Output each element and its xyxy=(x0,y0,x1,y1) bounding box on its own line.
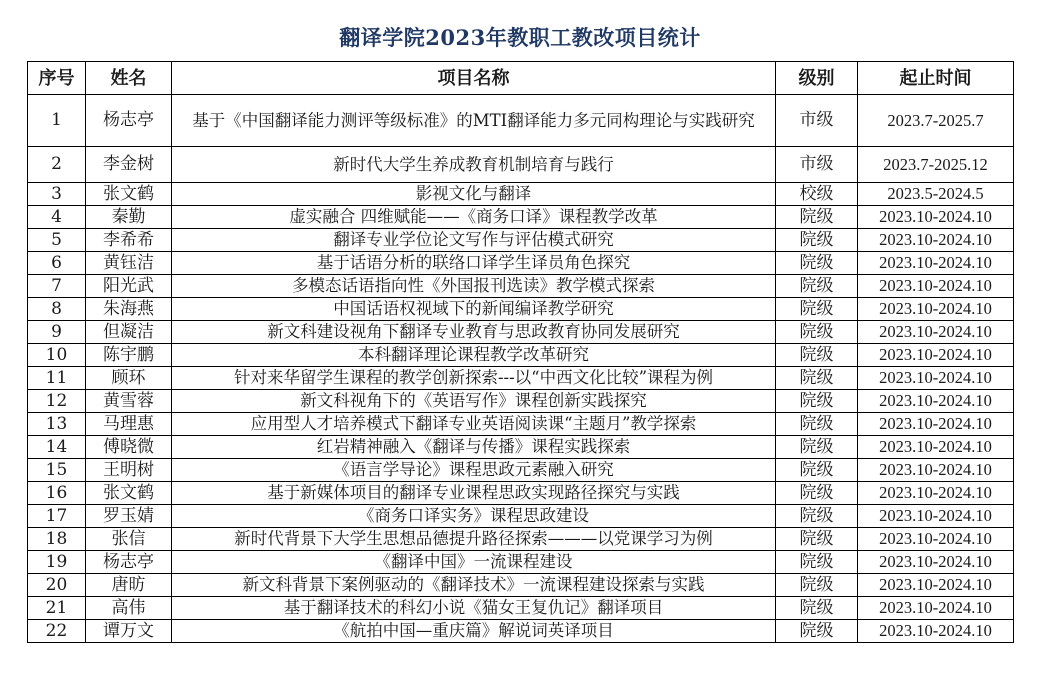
row-period: 2023.10-2024.10 xyxy=(858,275,1014,298)
row-period: 2023.10-2024.10 xyxy=(858,344,1014,367)
row-period: 2023.10-2024.10 xyxy=(858,367,1014,390)
row-name: 阳光武 xyxy=(86,275,172,298)
row-level: 院级 xyxy=(776,551,858,574)
row-name: 但凝洁 xyxy=(86,321,172,344)
row-project: 基于翻译技术的科幻小说《猫女王复仇记》翻译项目 xyxy=(172,597,776,620)
row-number: 14 xyxy=(28,436,86,459)
row-period: 2023.5-2024.5 xyxy=(858,183,1014,206)
row-project: 红岩精神融入《翻译与传播》课程实践探索 xyxy=(172,436,776,459)
row-project: 《翻译中国》一流课程建设 xyxy=(172,551,776,574)
table-body xyxy=(28,95,1014,643)
row-project: 应用型人才培养模式下翻译专业英语阅读课“主题月”教学探索 xyxy=(172,413,776,436)
row-period: 2023.10-2024.10 xyxy=(858,574,1014,597)
table-row xyxy=(28,597,1014,620)
row-period: 2023.10-2024.10 xyxy=(858,459,1014,482)
page-title: 翻译学院2023年教职工教改项目统计 xyxy=(339,25,701,50)
row-level: 院级 xyxy=(776,321,858,344)
row-level: 校级 xyxy=(776,183,858,206)
row-period: 2023.10-2024.10 xyxy=(858,436,1014,459)
row-name: 傅晓微 xyxy=(86,436,172,459)
row-name: 朱海燕 xyxy=(86,298,172,321)
row-project: 影视文化与翻译 xyxy=(172,183,776,206)
row-number: 4 xyxy=(28,206,86,229)
table-row xyxy=(28,459,1014,482)
row-level: 院级 xyxy=(776,620,858,643)
row-number: 6 xyxy=(28,252,86,275)
row-number: 13 xyxy=(28,413,86,436)
row-name: 黄雪蓉 xyxy=(86,390,172,413)
table-row xyxy=(28,298,1014,321)
row-number: 11 xyxy=(28,367,86,390)
table-row xyxy=(28,436,1014,459)
row-name: 马理惠 xyxy=(86,413,172,436)
table-row xyxy=(28,367,1014,390)
project-table xyxy=(27,61,1014,643)
header-no: 序号 xyxy=(28,62,86,95)
table-row xyxy=(28,528,1014,551)
row-number: 17 xyxy=(28,505,86,528)
row-level: 院级 xyxy=(776,597,858,620)
header-period: 起止时间 xyxy=(858,62,1014,95)
row-level: 院级 xyxy=(776,505,858,528)
table-row xyxy=(28,252,1014,275)
row-name: 黄钰洁 xyxy=(86,252,172,275)
row-level: 院级 xyxy=(776,413,858,436)
table-row xyxy=(28,620,1014,643)
row-project: 新文科建设视角下翻译专业教育与思政教育协同发展研究 xyxy=(172,321,776,344)
row-name: 顾环 xyxy=(86,367,172,390)
row-name: 张文鹤 xyxy=(86,183,172,206)
table-row xyxy=(28,505,1014,528)
row-level: 院级 xyxy=(776,367,858,390)
row-level: 院级 xyxy=(776,459,858,482)
row-number: 16 xyxy=(28,482,86,505)
row-level: 院级 xyxy=(776,252,858,275)
row-period: 2023.10-2024.10 xyxy=(858,298,1014,321)
row-period: 2023.10-2024.10 xyxy=(858,321,1014,344)
row-period: 2023.10-2024.10 xyxy=(858,229,1014,252)
row-project: 针对来华留学生课程的教学创新探索---以“中西文化比较”课程为例 xyxy=(172,367,776,390)
row-project: 新文科视角下的《英语写作》课程创新实践探究 xyxy=(172,390,776,413)
row-number: 2 xyxy=(28,147,86,183)
row-level: 院级 xyxy=(776,206,858,229)
row-number: 22 xyxy=(28,620,86,643)
row-level: 市级 xyxy=(776,147,858,183)
table-row xyxy=(28,551,1014,574)
row-name: 张信 xyxy=(86,528,172,551)
table-row xyxy=(28,574,1014,597)
table-row xyxy=(28,229,1014,252)
table-row xyxy=(28,413,1014,436)
row-name: 唐昉 xyxy=(86,574,172,597)
row-project: 新时代大学生养成教育机制培育与践行 xyxy=(172,147,776,183)
row-level: 院级 xyxy=(776,390,858,413)
row-number: 5 xyxy=(28,229,86,252)
row-project: 《语言学导论》课程思政元素融入研究 xyxy=(172,459,776,482)
row-level: 院级 xyxy=(776,275,858,298)
row-name: 谭万文 xyxy=(86,620,172,643)
row-period: 2023.10-2024.10 xyxy=(858,620,1014,643)
row-name: 杨志亭 xyxy=(86,95,172,147)
row-period: 2023.10-2024.10 xyxy=(858,413,1014,436)
row-number: 12 xyxy=(28,390,86,413)
row-number: 15 xyxy=(28,459,86,482)
row-project: 本科翻译理论课程教学改革研究 xyxy=(172,344,776,367)
row-period: 2023.10-2024.10 xyxy=(858,482,1014,505)
row-name: 王明树 xyxy=(86,459,172,482)
row-name: 陈宇鹏 xyxy=(86,344,172,367)
row-number: 8 xyxy=(28,298,86,321)
row-period: 2023.10-2024.10 xyxy=(858,390,1014,413)
row-number: 20 xyxy=(28,574,86,597)
table-row xyxy=(28,95,1014,147)
row-project: 多模态话语指向性《外国报刊选读》教学模式探索 xyxy=(172,275,776,298)
row-name: 秦勤 xyxy=(86,206,172,229)
row-name: 高伟 xyxy=(86,597,172,620)
header-level: 级别 xyxy=(776,62,858,95)
row-period: 2023.10-2024.10 xyxy=(858,252,1014,275)
row-project: 虚实融合 四维赋能——《商务口译》课程教学改革 xyxy=(172,206,776,229)
header-name: 姓名 xyxy=(86,62,172,95)
row-period: 2023.7-2025.12 xyxy=(858,147,1014,183)
row-level: 院级 xyxy=(776,298,858,321)
table-row xyxy=(28,183,1014,206)
row-name: 杨志亭 xyxy=(86,551,172,574)
row-level: 院级 xyxy=(776,528,858,551)
row-project: 《航拍中国—重庆篇》解说词英译项目 xyxy=(172,620,776,643)
row-period: 2023.10-2024.10 xyxy=(858,505,1014,528)
row-number: 19 xyxy=(28,551,86,574)
table-row xyxy=(28,206,1014,229)
row-level: 市级 xyxy=(776,95,858,147)
row-name: 张文鹤 xyxy=(86,482,172,505)
row-number: 7 xyxy=(28,275,86,298)
row-period: 2023.10-2024.10 xyxy=(858,551,1014,574)
table-header-row xyxy=(28,62,1014,95)
row-period: 2023.10-2024.10 xyxy=(858,597,1014,620)
row-level: 院级 xyxy=(776,482,858,505)
row-level: 院级 xyxy=(776,229,858,252)
row-number: 18 xyxy=(28,528,86,551)
row-project: 翻译专业学位论文写作与评估模式研究 xyxy=(172,229,776,252)
table-row xyxy=(28,390,1014,413)
row-name: 罗玉婧 xyxy=(86,505,172,528)
row-project: 基于《中国翻译能力测评等级标准》的MTI翻译能力多元同构理论与实践研究 xyxy=(172,95,776,147)
row-number: 9 xyxy=(28,321,86,344)
row-number: 1 xyxy=(28,95,86,147)
row-level: 院级 xyxy=(776,574,858,597)
row-period: 2023.10-2024.10 xyxy=(858,206,1014,229)
row-project: 中国话语权视域下的新闻编译教学研究 xyxy=(172,298,776,321)
row-number: 21 xyxy=(28,597,86,620)
table-row xyxy=(28,147,1014,183)
table-row xyxy=(28,275,1014,298)
row-project: 《商务口译实务》课程思政建设 xyxy=(172,505,776,528)
row-period: 2023.7-2025.7 xyxy=(858,95,1014,147)
row-number: 3 xyxy=(28,183,86,206)
row-level: 院级 xyxy=(776,344,858,367)
row-name: 李希希 xyxy=(86,229,172,252)
row-project: 基于新媒体项目的翻译专业课程思政实现路径探究与实践 xyxy=(172,482,776,505)
table-row xyxy=(28,344,1014,367)
row-number: 10 xyxy=(28,344,86,367)
header-project: 项目名称 xyxy=(172,62,776,95)
row-name: 李金树 xyxy=(86,147,172,183)
row-level: 院级 xyxy=(776,436,858,459)
table-row xyxy=(28,321,1014,344)
row-period: 2023.10-2024.10 xyxy=(858,528,1014,551)
row-project: 基于话语分析的联络口译学生译员角色探究 xyxy=(172,252,776,275)
table-row xyxy=(28,482,1014,505)
row-project: 新时代背景下大学生思想品德提升路径探索———以党课学习为例 xyxy=(172,528,776,551)
row-project: 新文科背景下案例驱动的《翻译技术》一流课程建设探索与实践 xyxy=(172,574,776,597)
